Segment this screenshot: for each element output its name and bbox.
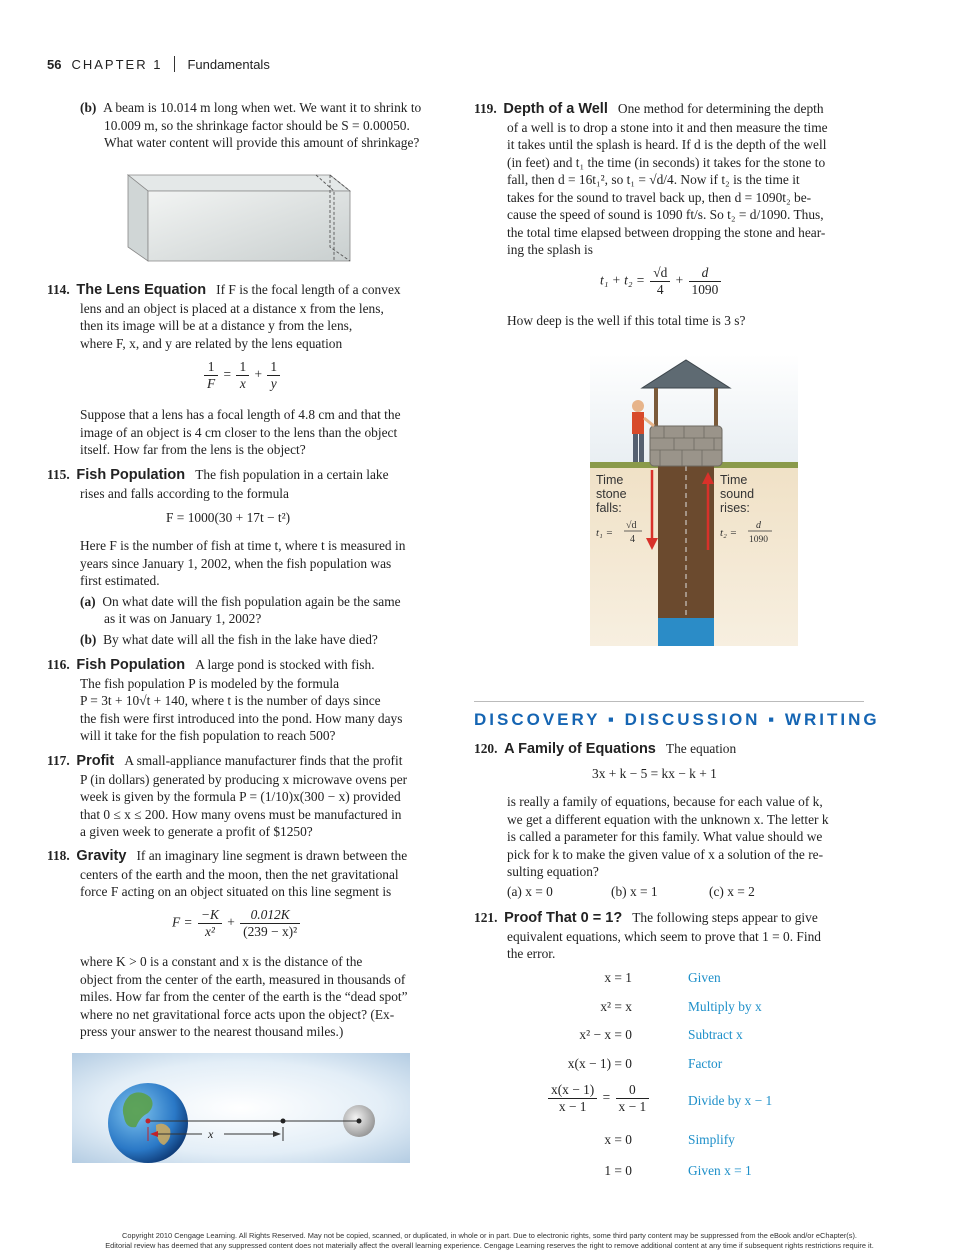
- svg-text:t₁ =: t₁ =: [596, 527, 614, 539]
- step-5-division: $\frac{x(x - 1)}{x - 1}$ = $\frac{0}{x - 1}$: [546, 1082, 651, 1115]
- well-figure: [590, 354, 798, 646]
- exercise-116: 116. Fish Population A large pond is stocked with fish. The fish population P is modeled by the formula P = 3t + 10√t + 140, where t is the number of days since the fish were first introduced into the pond. How many days will it take for the fish population to reach 500?: [47, 657, 403, 743]
- step-4-lhs: x(x − 1) = 0: [567, 1056, 632, 1071]
- discovery-heading: DISCOVERY ▪ DISCUSSION ▪ WRITING: [474, 710, 880, 729]
- step-4-note: Factor: [688, 1056, 723, 1071]
- rise-label-3: rises:: [720, 501, 750, 515]
- step-3-note: Subtract x: [688, 1027, 743, 1042]
- exercise-title: Fish Population: [76, 657, 186, 673]
- step-3-lhs: x² − x = 0: [579, 1027, 632, 1042]
- exercise-117: 117. Profit A small-appliance manufacturer finds that the profit P (in dollars) generated by producing x microwave ovens per week is given by the formula P = (1/10)x(300 − x) provided that 0 ≤ x ≤ 200. How many ovens must be manufactured in a given week to generate a profit of $1250?: [47, 753, 408, 839]
- exercise-title: The Lens Equation: [76, 282, 207, 298]
- beam-front: [148, 191, 350, 261]
- exercise-118-body: where K > 0 is a constant and x is the distance of the object from the center of the earth, measured in thousands of miles. How far from the center of the earth is the “dead spot” where no net gravitational force acts upon the object? (Ex- press your answer to the nearest thousand miles.): [80, 954, 408, 1039]
- divider: [174, 56, 175, 72]
- distance-label: x: [208, 1127, 214, 1141]
- step-5-note: Divide by x − 1: [688, 1093, 773, 1108]
- part-a: (a) x = 0: [507, 884, 553, 899]
- step-2-note: Multiply by x: [688, 999, 762, 1014]
- exercise-114: 114. The Lens Equation If F is the focal length of a convex lens and an object is placed at a distance x from the lens, then its image will be at a distance y from the lens, where F, x, and y are related by the lens equation: [47, 282, 401, 351]
- chapter-label: CHAPTER 1: [71, 57, 163, 72]
- lens-equation: $\frac{1}{F}$ = $\frac{1}{x}$ + $\frac{1}{y}$: [202, 359, 282, 392]
- fall-label-3: falls:: [596, 501, 622, 515]
- rise-label-2: sound: [720, 487, 755, 501]
- fall-label-1: Time: [596, 473, 624, 487]
- beam-figure: [120, 163, 360, 273]
- exercise-121: 121. Proof That 0 = 1? The following steps appear to give equivalent equations, which seem to prove that 1 = 0. Find the error.: [474, 910, 821, 961]
- exercise-120: 120. A Family of Equations The equation: [474, 741, 737, 757]
- family-equation: 3x + k − 5 = kx − k + 1: [592, 766, 717, 781]
- svg-text:t₂ =: t₂ =: [720, 527, 738, 539]
- exercise-title: Gravity: [76, 848, 127, 864]
- exercise-115-body: Here F is the number of fish at time t, where t is measured in years since January 1, 2002, when the fish population was first estimated. (a) On what date will the fish population again be the same as it was on January 1, 2002? (b) By what date will all the fish in the lake have died?: [80, 538, 406, 647]
- step-7-note: Given x = 1: [688, 1163, 752, 1178]
- step-6-note: Simplify: [688, 1132, 735, 1147]
- well-equation: t₁ + t₂ = $\frac{√d}{4}$ + $\frac{d}{1090}$: [600, 265, 723, 298]
- exercise-115: 115. Fish Population The fish population in a certain lake rises and falls according to the formula: [47, 467, 389, 501]
- exercise-title: Depth of a Well: [503, 101, 608, 117]
- exercise-title: Profit: [76, 753, 115, 769]
- water: [658, 618, 714, 646]
- exercise-title: A Family of Equations: [504, 741, 656, 757]
- fish-equation: F = 1000(30 + 17t − t²): [166, 510, 291, 525]
- svg-text:4: 4: [630, 534, 635, 545]
- rise-label-1: Time: [720, 473, 748, 487]
- fall-label-2: stone: [596, 487, 627, 501]
- exercise-119: 119. Depth of a Well One method for determining the depth of a well is to drop a stone into it and then measure the time it takes until the splash is heard. If d is the depth of the well (in feet) and t₁ the time (in seconds) it takes for the stone to fall, then d = 16t₁², so t₁ = √d/4. Now if t₂ is the time it takes for the sound to travel back up, then d = 1090t₂ be- cause the speed of sound is 1090 ft/s. So t₂ = d/1090. Thus, the total time elapsed between dropping the stone and hear- ing the splash is: [474, 101, 828, 257]
- running-head: [47, 56, 270, 72]
- beam-top: [128, 175, 350, 191]
- exercise-118: 118. Gravity If an imaginary line segment is drawn between the centers of the earth and the moon, then the net gravitational force F acting on an object situated on this line segment is: [47, 848, 408, 899]
- exercise-119-question: How deep is the well if this total time is 3 s?: [507, 313, 746, 328]
- step-1-lhs: x = 1: [604, 970, 632, 985]
- step-1-note: Given: [688, 970, 721, 985]
- stone-wall: [650, 426, 722, 466]
- step-7-lhs: 1 = 0: [604, 1163, 632, 1178]
- svg-text:d: d: [756, 520, 761, 531]
- part-c: (c) x = 2: [709, 884, 755, 899]
- exercise-120-body: is really a family of equations, because for each value of k, we get a different equation with the unknown x. The letter k is called a parameter for this family. What value should we pick for k to make the given value of x a solution of the re- sulting equation?: [507, 794, 829, 879]
- section-rule: [474, 701, 864, 702]
- step-2-lhs: x² = x: [600, 999, 632, 1014]
- gravity-equation: F = $\frac{-K}{\text{x²}}$ + $\frac{0.012K}{\text{(239 − x)²}}$: [172, 907, 302, 940]
- person-icon: [632, 400, 644, 412]
- exercise-title: Proof That 0 = 1?: [504, 910, 623, 926]
- svg-text:√d: √d: [626, 520, 637, 531]
- section-title: Fundamentals: [187, 57, 270, 72]
- svg-text:1090: 1090: [749, 535, 768, 545]
- page-number: 56: [47, 57, 62, 72]
- copyright-footer: Copyright 2010 Cengage Learning. All Rights Reserved. May not be copied, scanned, or duplicated, in whole or in part. Due to electronic rights, some third party content may be suppressed from the eBook and/or eChapter(s). Editorial review has deemed that any suppressed content does not materially affect the overall learning experience. Cengage Learning reserves the right to remove additional content at any time if subsequent rights restrictions require it.: [105, 1231, 874, 1250]
- exercise-113b: (b) A beam is 10.014 m long when wet. We want it to shrink to 10.009 m, so the shrinkage factor should be S = 0.00050. What water content will provide this amount of shrinkage?: [80, 100, 422, 150]
- exercise-title: Fish Population: [76, 467, 186, 483]
- earth-moon-figure: [72, 1053, 410, 1163]
- part-b: (b) x = 1: [611, 884, 658, 899]
- step-6-lhs: x = 0: [604, 1132, 632, 1147]
- exercise-114-question: Suppose that a lens has a focal length of 4.8 cm and that the image of an object is 4 cm closer to the lens than the object itself. How far from the lens is the object?: [80, 407, 401, 457]
